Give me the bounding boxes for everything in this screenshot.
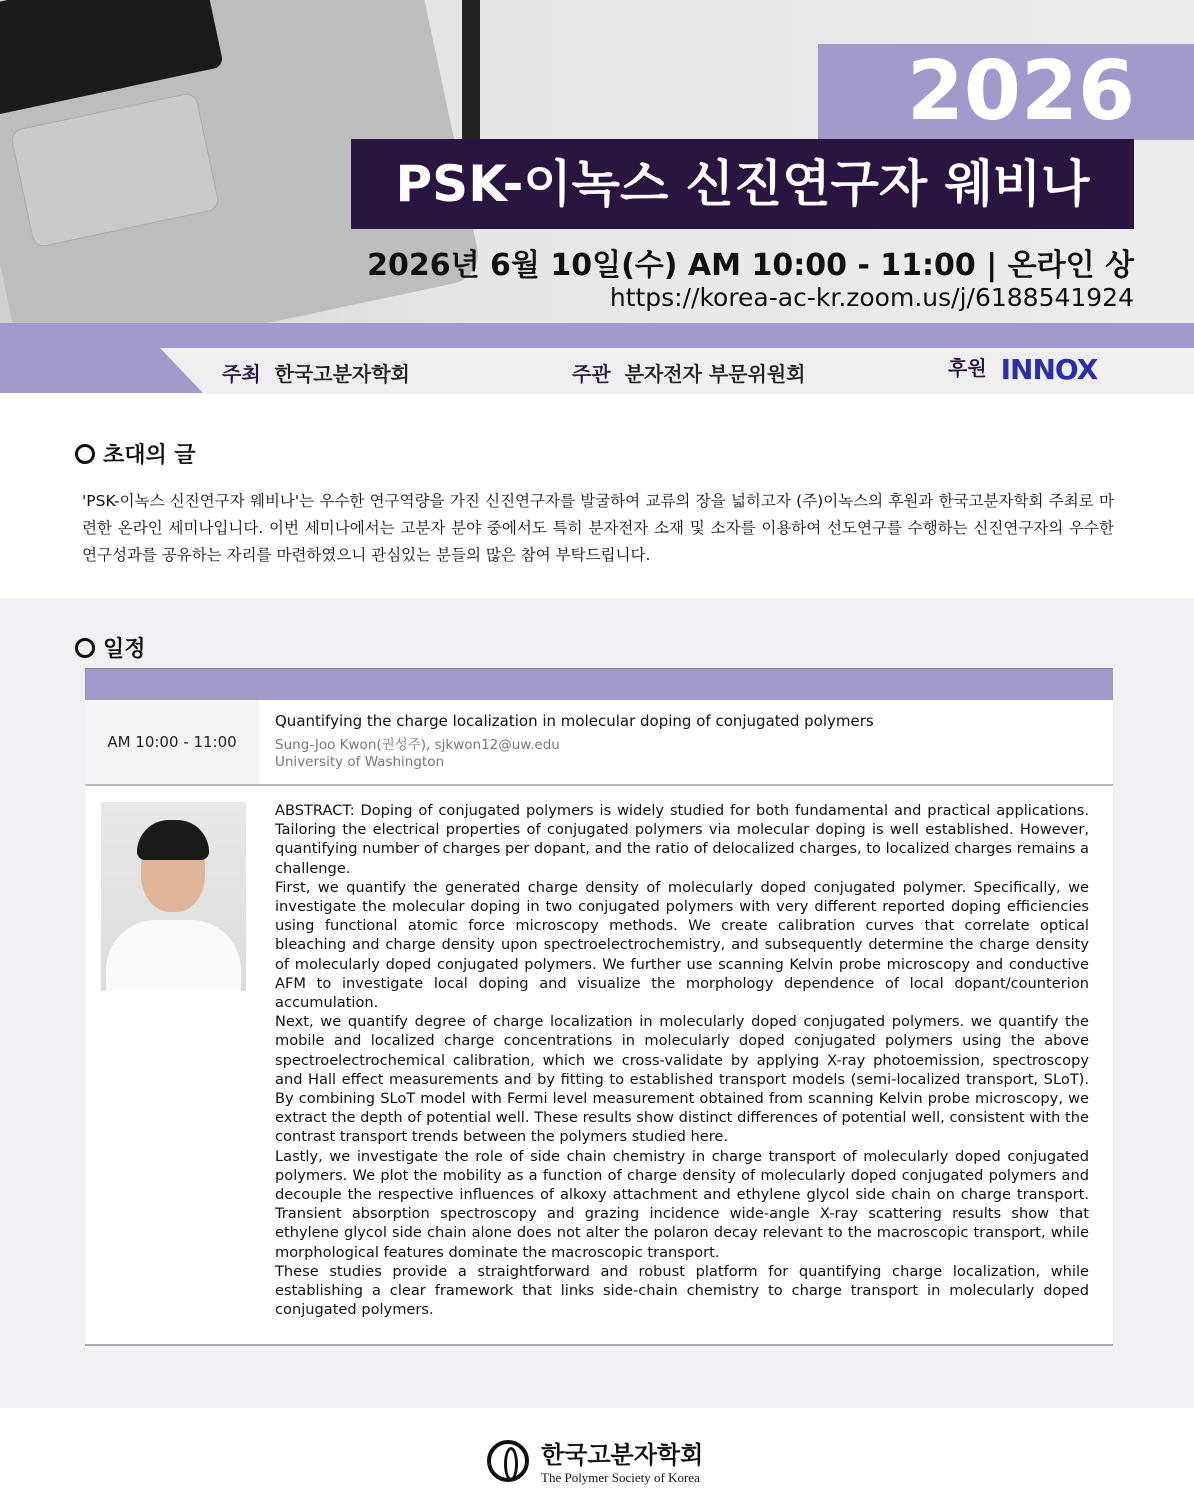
circle-icon [75, 638, 95, 658]
session-time: AM 10:00 - 11:00 [85, 700, 259, 784]
pen-image [462, 0, 480, 140]
sponsor: 후원 INNOX [948, 353, 1098, 386]
affiliation: University of Washington [275, 754, 445, 770]
zoom-link[interactable]: https://korea-ac-kr.zoom.us/j/6188541924 [609, 283, 1134, 312]
intro-heading: 초대의 글 [75, 438, 196, 469]
table-header [85, 668, 1113, 700]
society-logo-icon [487, 1440, 529, 1482]
talk-title: Quantifying the charge localization in molecular doping of conjugated polymers [275, 712, 874, 730]
org-name-kr: 한국고분자학회 [541, 1441, 704, 1469]
year-badge: 2026 [818, 44, 1194, 140]
circle-icon [75, 444, 95, 464]
table-row [85, 700, 1113, 786]
abstract: ABSTRACT: Doping of conjugated polymers is widely studied for both fundamental and practical applications. Tailoring the electrical properties of conjugated polymers via molecular doping is well established. However, quantifying number of charges per dopant, and the ratio of delocalized charges, to localized charges remains a challenge. First, we quantify the generated charge density of molecularly doped conjugated polymer. Specifically, we investigate the molecular doping in two conjugated polymers with very different reported doping efficiencies using functional atomic force microscopy methods. We create calibration curves that correlate optical bleaching and charge density upon spectroelectrochemistry, and subsequently determine the charge density of molecularly doped conjugated polymers. We further use scanning Kelvin probe microscopy and conductive AFM to investigate local doping and visualize the morphology dependence of local dopant/counterion accumulation. Next, we quantify degree of charge localization in molecularly doped conjugated polymers. we quantify the mobile and localized charge concentrations in molecularly doped conjugated polymers using the above spectroelectrochemical calibration, which we cross-validate by applying X-ray photoemission, spectroscopy and Hall effect measurements and by fitting to established transport models (semi-localized transport, SLoT). By combining SLoT model with Fermi level measurement obtained from scanning Kelvin probe microscopy, we extract the depth of potential well. These results show distinct differences of potential well, consistent with the contrast transport trends between the polymers studied here. Lastly, we investigate the role of side chain chemistry in charge transport of molecularly doped conjugated polymers. We plot the mobility as a function of charge density of molecularly doped conjugated polymers and decouple the respective influences of alkoxy attachment and ethylene glycol side chain on charge transport. Transient absorption spectroscopy and grazing incidence wide-angle X-ray scattering results show that ethylene glycol side chain alone does not alter the polaron decay relevant to the macroscopic transport, while morphological features dominate the macroscopic transport. These studies provide a straightforward and robust platform for quantifying charge localization, while establishing a clear framework that links side-chain chemistry to charge transport in molecularly doped conjugated polymers. [275, 802, 1089, 1319]
org-name-en: The Polymer Society of Korea [541, 1470, 700, 1485]
intro-text: 'PSK-이녹스 신진연구자 웨비나'는 우수한 연구역량을 가진 신진연구자를 발굴하여 교류의 장을 넓히고자 (주)이녹스의 후원과 한국고분자학회 주최로 마련한 온라인 세미나입니다. 이번 세미나에서는 고분자 분야 중에서도 특히 분자전자 소재 및 소자를 이용하여 선도연구를 수행하는 신진연구자의 우수한 연구성과를 공유하는 자리를 마련하였으니 관심있는 분들의 많은 참여 부탁드립니다. [82, 492, 1114, 564]
footer-logo [487, 1435, 703, 1486]
event-date: 2026년 6월 10일(수) AM 10:00 - 11:00 | 온라인 상 [367, 248, 1134, 283]
hero-banner [0, 0, 1194, 323]
schedule-heading: 일정 [75, 632, 146, 663]
organizer: 주관 분자전자 부문위원회 [572, 362, 806, 386]
event-title: PSK-이녹스 신진연구자 웨비나 [351, 139, 1134, 229]
speaker-photo [101, 802, 246, 991]
schedule-table [85, 668, 1113, 1346]
host: 주최 한국고분자학회 [222, 362, 410, 386]
speaker: Sung-Joo Kwon(권성주), sjkwon12@uw.edu [275, 737, 560, 753]
innox-logo: INNOX [1000, 353, 1098, 386]
